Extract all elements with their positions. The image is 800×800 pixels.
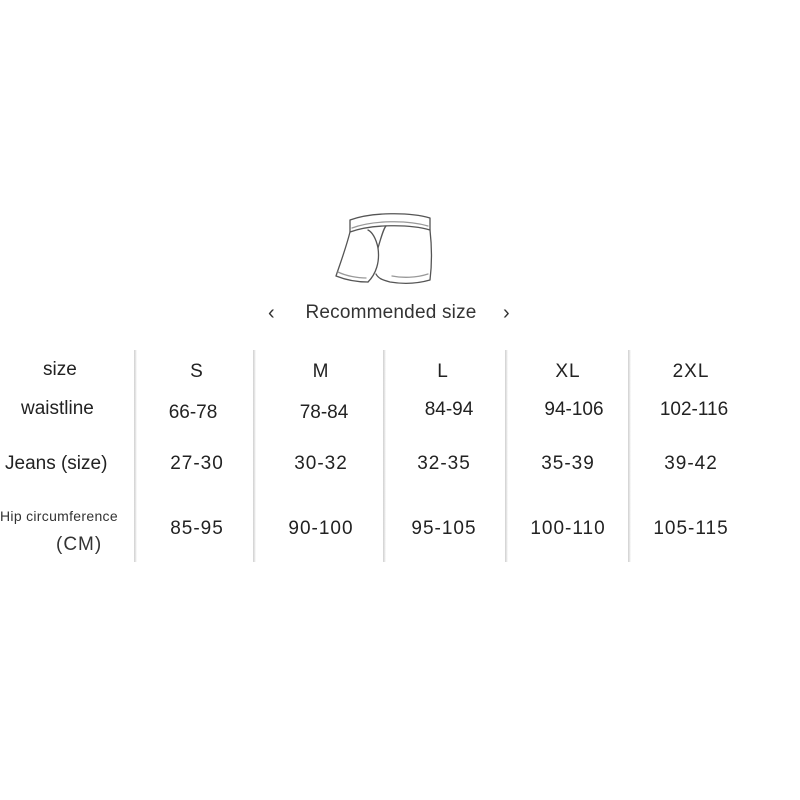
waistline-cell: 84-94: [424, 399, 474, 420]
boxer-briefs-icon: [332, 208, 436, 290]
waistline-cell: 94-106: [544, 399, 604, 420]
waistline-cell: 102-116: [659, 399, 729, 420]
row-label-jeans: Jeans (size): [5, 453, 108, 474]
hip-cell: 95-105: [411, 518, 477, 539]
size-cell: L: [437, 361, 449, 382]
row-label-hip-unit: (CM): [56, 534, 103, 555]
size-cell: 2XL: [672, 361, 710, 382]
jeans-cell: 27-30: [170, 453, 224, 474]
size-cell: M: [312, 361, 330, 382]
size-table: [0, 348, 800, 568]
jeans-cell: 35-39: [541, 453, 595, 474]
size-chart-header: [0, 300, 800, 330]
table-row-size: [0, 358, 800, 388]
waistline-cell: 66-78: [168, 402, 218, 423]
row-label-size: size: [43, 359, 77, 380]
table-row-hip: [0, 506, 800, 562]
table-row-waistline: [0, 398, 800, 428]
size-cell: XL: [555, 361, 581, 382]
hip-cell: 90-100: [288, 518, 354, 539]
section-title: Recommended size: [305, 302, 477, 323]
jeans-cell: 32-35: [417, 453, 471, 474]
size-cell: S: [190, 361, 204, 382]
hip-cell: 85-95: [170, 518, 224, 539]
chevron-left-icon: ‹: [268, 302, 275, 324]
row-label-waistline: waistline: [21, 398, 94, 419]
jeans-cell: 39-42: [664, 453, 718, 474]
chevron-right-icon: ›: [503, 302, 510, 324]
hip-cell: 100-110: [530, 518, 606, 539]
row-label-hip: Hip circumference: [0, 508, 118, 524]
waistline-cell: 78-84: [299, 402, 349, 423]
jeans-cell: 30-32: [294, 453, 348, 474]
table-row-jeans: [0, 450, 800, 480]
hip-cell: 105-115: [653, 518, 729, 539]
